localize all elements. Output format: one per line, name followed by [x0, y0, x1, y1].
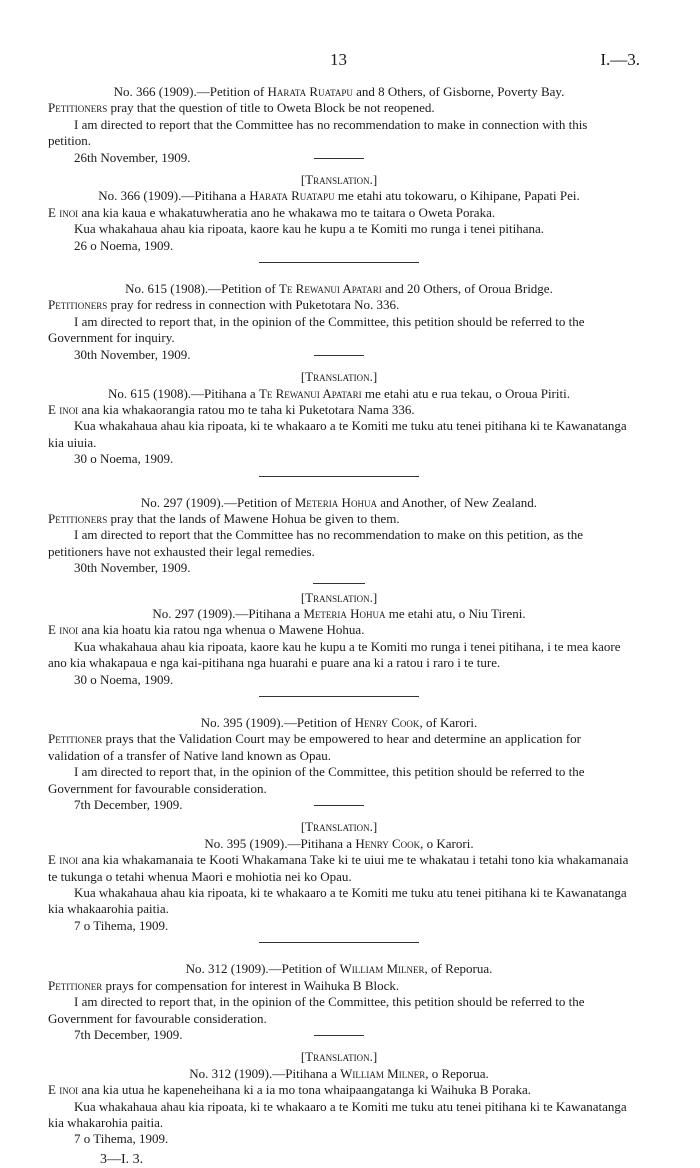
petition-entry: [48, 84, 630, 263]
translation-title: No. 366 (1909).—Pitihana a Harata Ruatapu me etahi atu tokowaru, o Kihipane, Papati Pei.: [98, 188, 580, 204]
divider: [314, 805, 364, 806]
translation-prayer: E inoi ana kia hoatu kia ratou nga whenua o Mawene Hohua.: [48, 622, 365, 638]
translation-report: Kua whakahaua ahau kia ripoata, ki te whakaaro a te Komiti me tuku atu tenei pitihana ki te Kawanatanga kia whakarohia paitia.: [48, 1098, 627, 1130]
petitioner-name: Meteria Hohua: [294, 494, 377, 510]
section-divider: [259, 476, 419, 477]
page-number: 13: [330, 50, 347, 69]
translation-prayer: E inoi ana kia whakaorangia ratou mo te taha ki Puketotara Nama 336.: [48, 401, 415, 417]
divider: [314, 355, 364, 356]
committee-report: I am directed to report that the Committee has no recommendation to make on this petition, as the petitioners have not exhausted their legal remedies.: [48, 527, 584, 559]
translation-title: No. 395 (1909).—Pitihana a Henry Cook, o Karori.: [204, 835, 474, 851]
petition-title: No. 395 (1909).—Petition of Henry Cook, of Karori.: [200, 715, 478, 730]
petitioner-name: Harata Ruatapu: [267, 84, 353, 99]
petition-entry: [48, 961, 630, 1147]
translation-prayer: E inoi ana kia whakamanaia te Kooti Whakamana Take ki te uiui me te whakatau i tetahi tono kia whakamanaia te tukunga o tetahi whenua Maori e mohiotia nei ko Opau.: [48, 852, 629, 884]
petition-prayer: Petitioners pray that the question of title to Oweta Block be not reopened.: [48, 100, 435, 116]
report-date: 7th December, 1909.: [48, 797, 630, 813]
translation-label: [Translation.]: [300, 1049, 378, 1065]
translation-report: Kua whakahaua ahau kia ripoata, kaore kau he kupu a te Komiti mo runga i tenei pitihana, i te mea kaore ano kia whakapaua e nga kai-pitihana nga huarahi e puare ana ki a ratou i raro i te ture.: [48, 638, 621, 671]
document-reference: I.—3.: [600, 50, 640, 69]
translation-report: Kua whakahaua ahau kia ripoata, ki te whakaaro a te Komiti me tuku atu tenei pitihana ki te Kawanatanga kia uiuia.: [48, 418, 627, 450]
petition-title: No. 312 (1909).—Petition of William Milner, of Reporua.: [185, 961, 493, 977]
divider: [314, 158, 364, 159]
translation-title: No. 312 (1909).—Pitihana a William Milner, o Reporua.: [189, 1065, 489, 1081]
translation-prayer: E inoi ana kia kaua e whakatuwheratia ano he whakawa mo te taitara o Oweta Poraka.: [48, 204, 496, 220]
report-date: 30th November, 1909.: [74, 560, 191, 576]
translation-label: [Translation.]: [300, 819, 378, 835]
page-header: [0, 50, 700, 74]
petition-prayer: Petitioner prays that the Validation Court may be empowered to hear and determine an application for validation of a transfer of Native land known as Opau.: [48, 731, 582, 763]
petition-title: No. 297 (1909).—Petition of Meteria Hohua and Another, of New Zealand.: [140, 494, 538, 510]
translation-date: 26 o Noema, 1909.: [74, 237, 174, 253]
divider: [314, 1035, 364, 1036]
translation-label: [Translation.]: [300, 369, 378, 385]
translation-date: 7 o Tihema, 1909.: [74, 1131, 169, 1147]
page-signature: 3—I. 3.: [100, 1151, 144, 1167]
petitions-content: [48, 84, 630, 1168]
translation-report: Kua whakahaua ahau kia ripoata, kaore kau he kupu a te Komiti mo runga i tenei pitihana.: [74, 221, 544, 237]
report-date: 7th December, 1909.: [48, 1027, 630, 1043]
section-divider: [259, 942, 419, 943]
translation-title: No. 297 (1909).—Pitihana a Meteria Hohua me etahi atu, o Niu Tireni.: [152, 605, 526, 621]
committee-report: I am directed to report that, in the opinion of the Committee, this petition should be referred to the Government for inquiry.: [48, 313, 585, 346]
translation-report: Kua whakahaua ahau kia ripoata, ki te whakaaro a te Komiti me tuku atu tenei pitihana ki te Kawanatanga kia whakaarohia paitia.: [48, 885, 627, 917]
petition-title: No. 366 (1909).—Petition of Harata Ruatapu and 8 Others, of Gisborne, Poverty Bay.: [113, 84, 565, 99]
divider: [313, 583, 365, 584]
petition-title: No. 615 (1908).—Petition of Te Rewanui Apatari and 20 Others, of Oroua Bridge.: [125, 281, 553, 297]
translation-date: 30 o Noema, 1909.: [74, 451, 174, 467]
petition-prayer: Petitioners pray that the lands of Mawene Hohua be given to them.: [48, 510, 400, 526]
translation-title: No. 615 (1908).—Pitihana a Te Rewanui Apatari me etahi atu e rua tekau, o Oroua Piriti.: [108, 385, 570, 401]
petitioner-name: Te Rewanui Apatari: [278, 281, 382, 297]
petition-entry: [48, 715, 630, 943]
report-date: 26th November, 1909.: [48, 150, 630, 166]
committee-report: I am directed to report that the Committee has no recommendation to make in connection with this petition.: [48, 116, 588, 149]
petitioner-name: Henry Cook: [354, 715, 420, 730]
translation-date: 7 o Tihema, 1909.: [74, 917, 169, 933]
petition-entry: [48, 281, 630, 476]
section-divider: [259, 696, 419, 697]
petition-prayer: Petitioner prays for compensation for interest in Waihuka B Block.: [48, 977, 400, 993]
committee-report: I am directed to report that, in the opinion of the Committee, this petition should be referred to the Government for favourable consideration.: [48, 764, 585, 796]
translation-label: [Translation.]: [300, 589, 378, 605]
petition-prayer: Petitioners pray for redress in connection with Puketotara No. 336.: [48, 297, 400, 313]
translation-date: 30 o Noema, 1909.: [74, 671, 174, 687]
translation-label: [Translation.]: [300, 172, 378, 188]
section-divider: [259, 262, 419, 263]
report-date: 30th November, 1909.: [48, 347, 630, 363]
committee-report: I am directed to report that, in the opinion of the Committee, this petition should be referred to the Government for favourable consideration.: [48, 994, 585, 1026]
petition-entry: [48, 495, 630, 697]
petitioner-name: William Milner: [339, 961, 425, 977]
translation-prayer: E inoi ana kia utua he kapeneheihana ki a ia mo tona whaipaangatanga ki Waihuka B Poraka.: [48, 1082, 532, 1098]
